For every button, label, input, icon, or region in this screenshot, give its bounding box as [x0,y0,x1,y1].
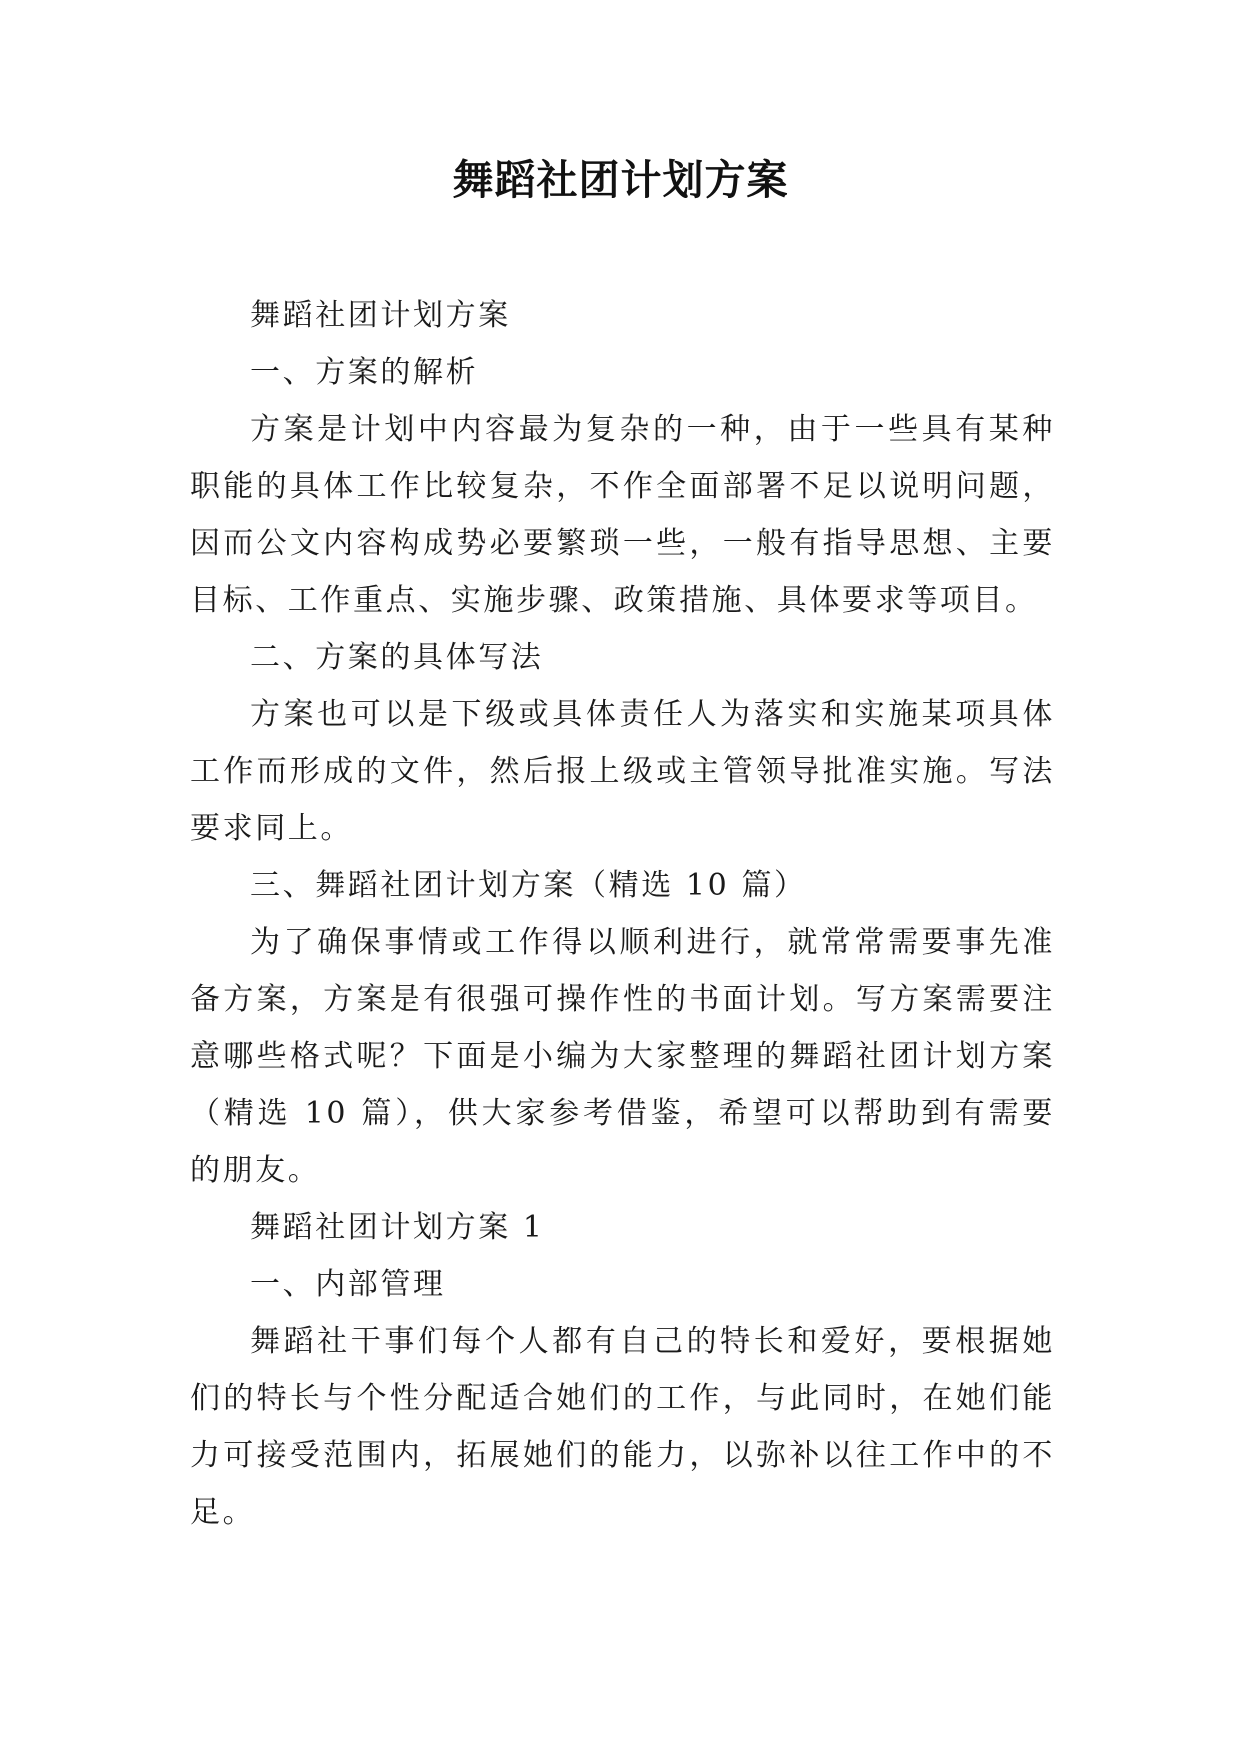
document-body [190,287,1055,1541]
heading-plan-1: 舞蹈社团计划方案 1 [250,1210,545,1245]
heading-section-3: 三、舞蹈社团计划方案（精选 10 篇） [250,868,807,903]
paragraph-section-3: 为了确保事情或工作得以顺利进行，就常常需要事先准备方案，方案是有很强可操作性的书面计划。写方案需要注意哪些格式呢？下面是小编为大家整理的舞蹈社团计划方案（精选 10 篇），供大家参考借鉴，希望可以帮助到有需要的朋友。 [190,925,1055,1188]
document-title: 舞蹈社团计划方案 [452,156,789,204]
paragraph-section-2: 方案也可以是下级或具体责任人为落实和实施某项具体工作而形成的文件，然后报上级或主管领导批准实施。写法要求同上。 [190,697,1055,846]
paragraph-section-1: 方案是计划中内容最为复杂的一种，由于一些具有某种职能的具体工作比较复杂，不作全面部署不足以说明问题，因而公文内容构成势必要繁琐一些，一般有指导思想、主要目标、工作重点、实施步骤、政策措施、具体要求等项目。 [190,412,1055,618]
paragraph-doc-name: 舞蹈社团计划方案 [250,298,511,333]
heading-internal-management: 一、内部管理 [250,1267,446,1302]
paragraph-internal-management: 舞蹈社干事们每个人都有自己的特长和爱好，要根据她们的特长与个性分配适合她们的工作，与此同时，在她们能力可接受范围内，拓展她们的能力，以弥补以往工作中的不足。 [190,1324,1055,1530]
heading-section-1: 一、方案的解析 [250,355,479,390]
heading-section-2: 二、方案的具体写法 [250,640,544,675]
